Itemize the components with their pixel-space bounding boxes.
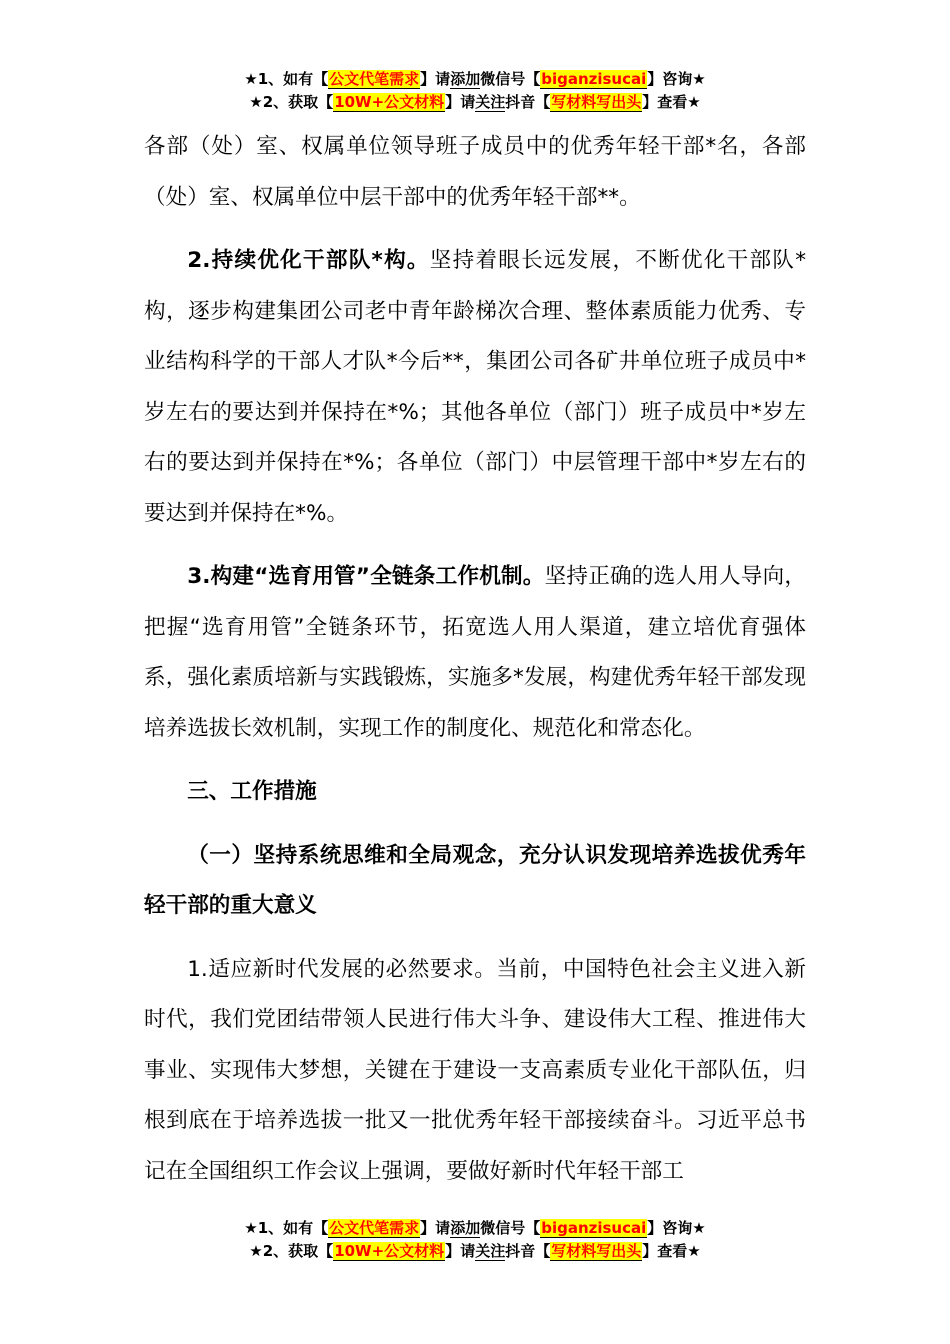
paragraph: [144, 236, 806, 539]
paragraph-lead: 3.构建“选育用管”全链条工作机制。: [187, 564, 545, 589]
banner-text: ★2、获取【: [249, 1242, 334, 1260]
subsection-heading: （一）坚持系统思维和全局观念，充分认识发现培养选拔优秀年轻干部的重大意义: [144, 842, 806, 918]
highlight-wechat-id: biganzisucai: [541, 1219, 647, 1237]
banner-text: 】请: [420, 1219, 451, 1237]
highlight-materials: 10W+公文材料: [334, 1242, 445, 1260]
banner-text: 抖音【: [505, 93, 551, 111]
banner-line-1: [0, 1217, 950, 1240]
banner-text: 】查看★: [642, 93, 701, 111]
paragraph-lead: 2.持续优化干部队*构。: [187, 248, 430, 273]
banner-line-1: [0, 68, 950, 91]
highlight-service: 公文代笔需求: [329, 70, 420, 88]
paragraph-text: 坚持着眼长远发展，不断优化干部队*构，逐步构建集团公司老中青年龄梯次合理、整体素质能力优秀、专业结构科学的干部人才队*今后**，集团公司各矿井单位班子成员中*岁左右的要达到并保持在*%；其他各单位（部门）班子成员中*岁左右的要达到并保持在*%；各单位（部门）中层管理干部中*岁左右的要达到并保持在*%。: [144, 248, 806, 526]
banner-text: 】请: [445, 1242, 476, 1260]
document-body: [144, 122, 806, 1197]
banner-text: ★1、如有【: [244, 1219, 329, 1237]
banner-text: 抖音【: [505, 1242, 551, 1260]
highlight-wechat-id: biganzisucai: [541, 70, 647, 88]
header-banner: [0, 68, 950, 114]
underlined-text: 关注: [475, 93, 506, 111]
paragraph-text: 坚持正确的选人用人导向，把握“选育用管”全链条环节，拓宽选人用人渠道，建立培优育强体系，强化素质培新与实践锻炼，实施多*发展，构建优秀年轻干部发现培养选拔长效机制，实现工作的制度化、规范化和常态化。: [144, 564, 806, 741]
banner-text: ★1、如有【: [244, 70, 329, 88]
paragraph: 各部（处）室、权属单位领导班子成员中的优秀年轻干部*名，各部（处）室、权属单位中层干部中的优秀年轻干部**。: [144, 134, 806, 210]
banner-text: 】咨询★: [647, 70, 706, 88]
underlined-text: 关注: [475, 1242, 506, 1260]
banner-text: 微信号【: [480, 1219, 541, 1237]
highlight-service: 公文代笔需求: [329, 1219, 420, 1237]
highlight-douyin: 写材料写出头: [551, 1242, 642, 1260]
paragraph: 1.适应新时代发展的必然要求。当前，中国特色社会主义进入新时代，我们党团结带领人民进行伟大斗争、建设伟大工程、推进伟大事业、实现伟大梦想，关键在于建设一支高素质专业化干部队伍，归根到底在于培养选拔一批又一批优秀年轻干部接续奋斗。习近平总书记在全国组织工作会议上强调，要做好新时代年轻干部工: [144, 956, 806, 1184]
banner-line-2: [0, 1240, 950, 1263]
paragraph: [144, 552, 806, 754]
banner-text: 】请: [420, 70, 451, 88]
banner-text: 】查看★: [642, 1242, 701, 1260]
banner-text: 微信号【: [480, 70, 541, 88]
banner-line-2: [0, 91, 950, 114]
banner-text: 】请: [445, 93, 476, 111]
underlined-text: 添加: [450, 70, 481, 88]
banner-text: 】咨询★: [647, 1219, 706, 1237]
section-heading: 三、工作措施: [187, 779, 317, 804]
underlined-text: 添加: [450, 1219, 481, 1237]
footer-banner: [0, 1217, 950, 1263]
highlight-douyin: 写材料写出头: [551, 93, 642, 111]
banner-text: ★2、获取【: [249, 93, 334, 111]
highlight-materials: 10W+公文材料: [334, 93, 445, 111]
